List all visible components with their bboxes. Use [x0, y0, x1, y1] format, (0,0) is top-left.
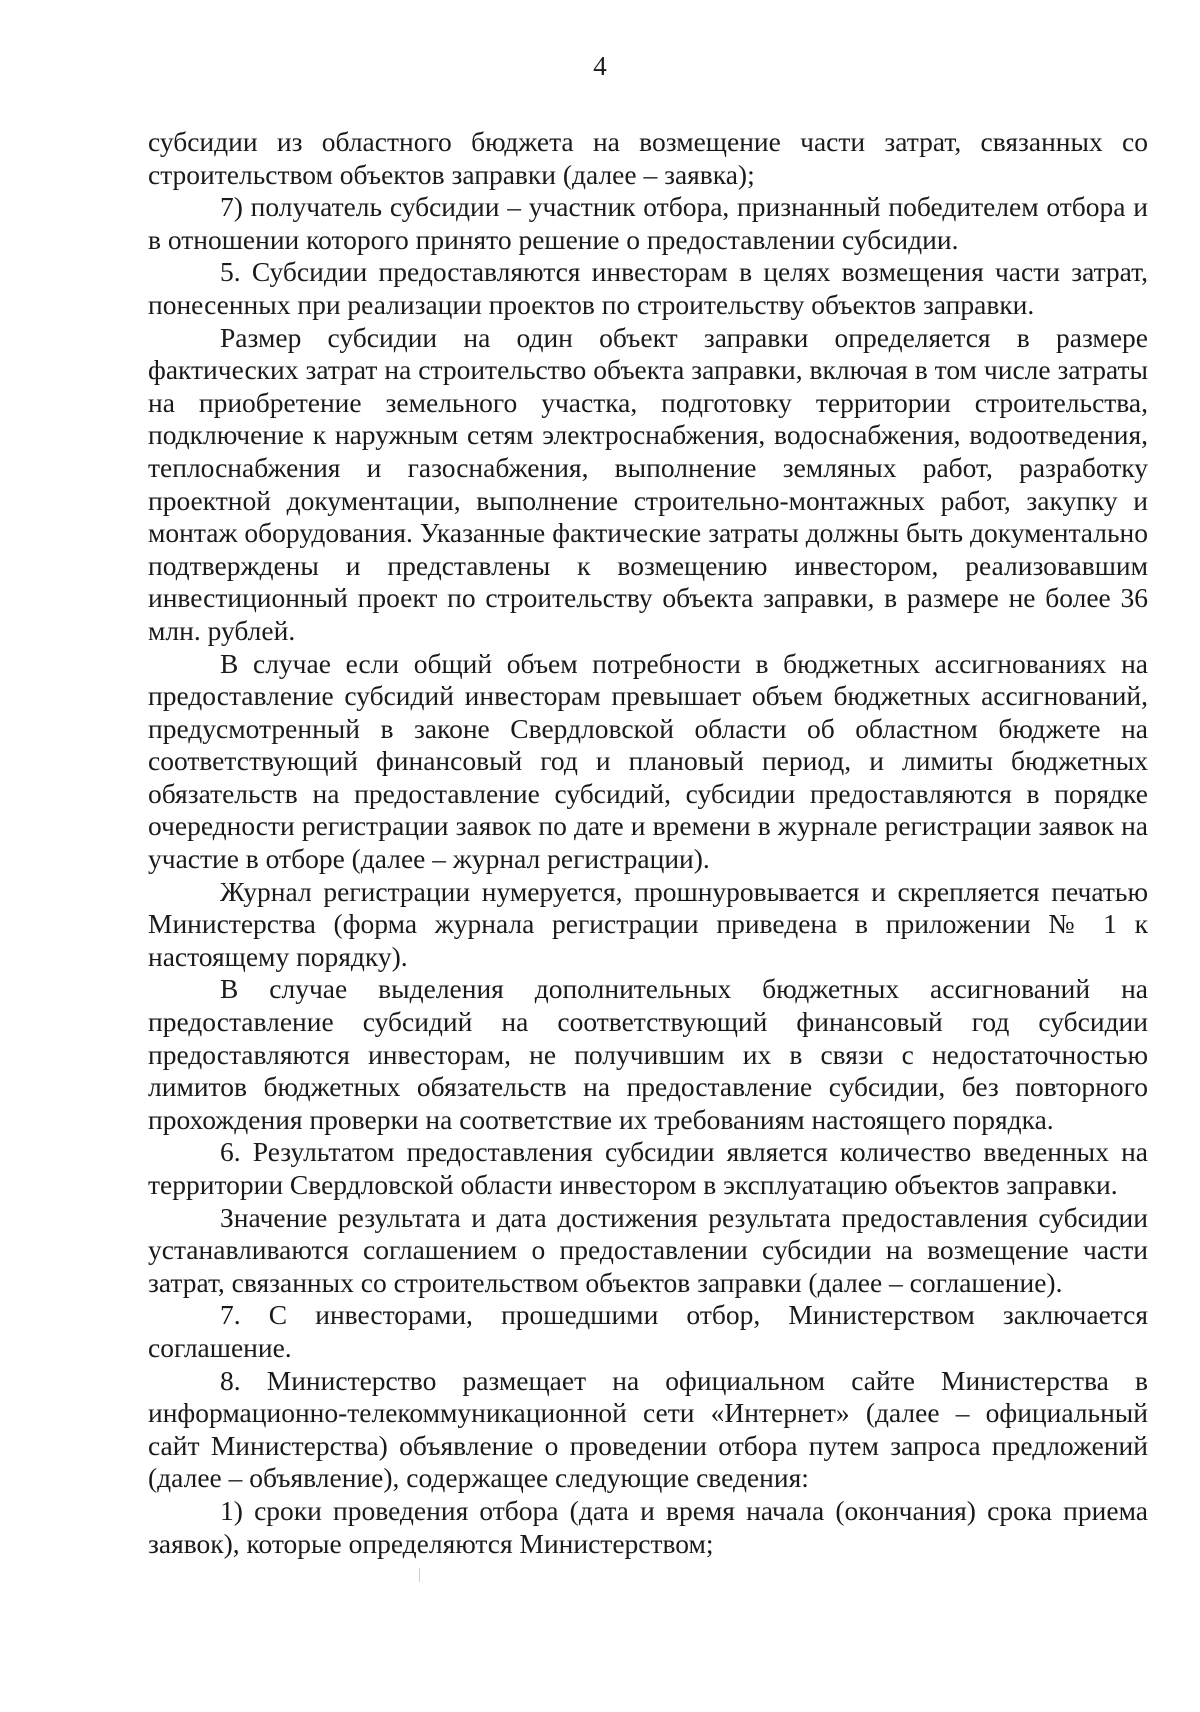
paragraph-section-8: 8. Министерство размещает на официальном сайте Министерства в информационно-телекоммуникационной сети «Интернет» (далее – официальный сайт Министерства) объявление о проведении отбора путем запроса предложений (далее – объявление), содержащее следующие сведения: [148, 1364, 1148, 1494]
scan-artifact [419, 1568, 420, 1582]
body-text [148, 126, 1148, 1560]
paragraph-item-7-recipient: 7) получатель субсидии – участник отбора, признанный победителем отбора и в отношении которого принято решение о предоставлении субсидии. [148, 191, 1148, 255]
paragraph-budget-excess: В случае если общий объем потребности в бюджетных ассигнованиях на предоставление субсидий инвесторам превышает объем бюджетных ассигнований, предусмотренный в законе Свердловской области об областном бюджете на соответствующий финансовый год и плановый период, и лимиты бюджетных обязательств на предоставление субсидий, субсидии предоставляются в порядке очередности регистрации заявок по дате и времени в журнале регистрации заявок на участие в отборе (далее – журнал регистрации). [148, 647, 1148, 875]
paragraph-result-value: Значение результата и дата достижения результата предоставления субсидии устанавливаются соглашением о предоставлении субсидии на возмещение части затрат, связанных со строительством объектов заправки (далее – соглашение). [148, 1201, 1148, 1298]
paragraph-section-6: 6. Результатом предоставления субсидии является количество введенных на территории Свердловской области инвестором в эксплуатацию объектов заправки. [148, 1136, 1148, 1200]
page-number: 4 [593, 51, 607, 81]
paragraph-additional-allocations: В случае выделения дополнительных бюджетных ассигнований на предоставление субсидий на соответствующий финансовый год субсидии предоставляются инвесторам, не получившим их в связи с недостаточностью лимитов бюджетных обязательств на предоставление субсидии, без повторного прохождения проверки на соответствие их требованиям настоящего порядка. [148, 973, 1148, 1135]
paragraph-subsidy-size: Размер субсидии на один объект заправки определяется в размере фактических затрат на строительство объекта заправки, включая в том числе затраты на приобретение земельного участка, подготовку территории строительства, подключение к наружным сетям электроснабжения, водоснабжения, водоотведения, теплоснабжения и газоснабжения, выполнение земляных работ, разработку проектной документации, выполнение строительно-монтажных работ, закупку и монтаж оборудования. Указанные фактические затраты должны быть документально подтверждены и представлены к возмещению инвестором, реализовавшим инвестиционный проект по строительству объекта заправки, в размере не более 36 млн. рублей. [148, 321, 1148, 646]
paragraph-item-1-terms: 1) сроки проведения отбора (дата и время начала (окончания) срока приема заявок), которые определяются Министерством; [148, 1494, 1148, 1559]
paragraph-registration-journal: Журнал регистрации нумеруется, прошнуровывается и скрепляется печатью Министерства (форма журнала регистрации приведена в приложении № 1 к настоящему порядку). [148, 875, 1148, 972]
paragraph-section-5: 5. Субсидии предоставляются инвесторам в целях возмещения части затрат, понесенных при реализации проектов по строительству объектов заправки. [148, 256, 1148, 320]
paragraph-section-7: 7. С инвесторами, прошедшими отбор, Министерством заключается соглашение. [148, 1299, 1148, 1363]
paragraph-continuation: субсидии из областного бюджета на возмещение части затрат, связанных со строительством объектов заправки (далее – заявка); [148, 126, 1148, 190]
